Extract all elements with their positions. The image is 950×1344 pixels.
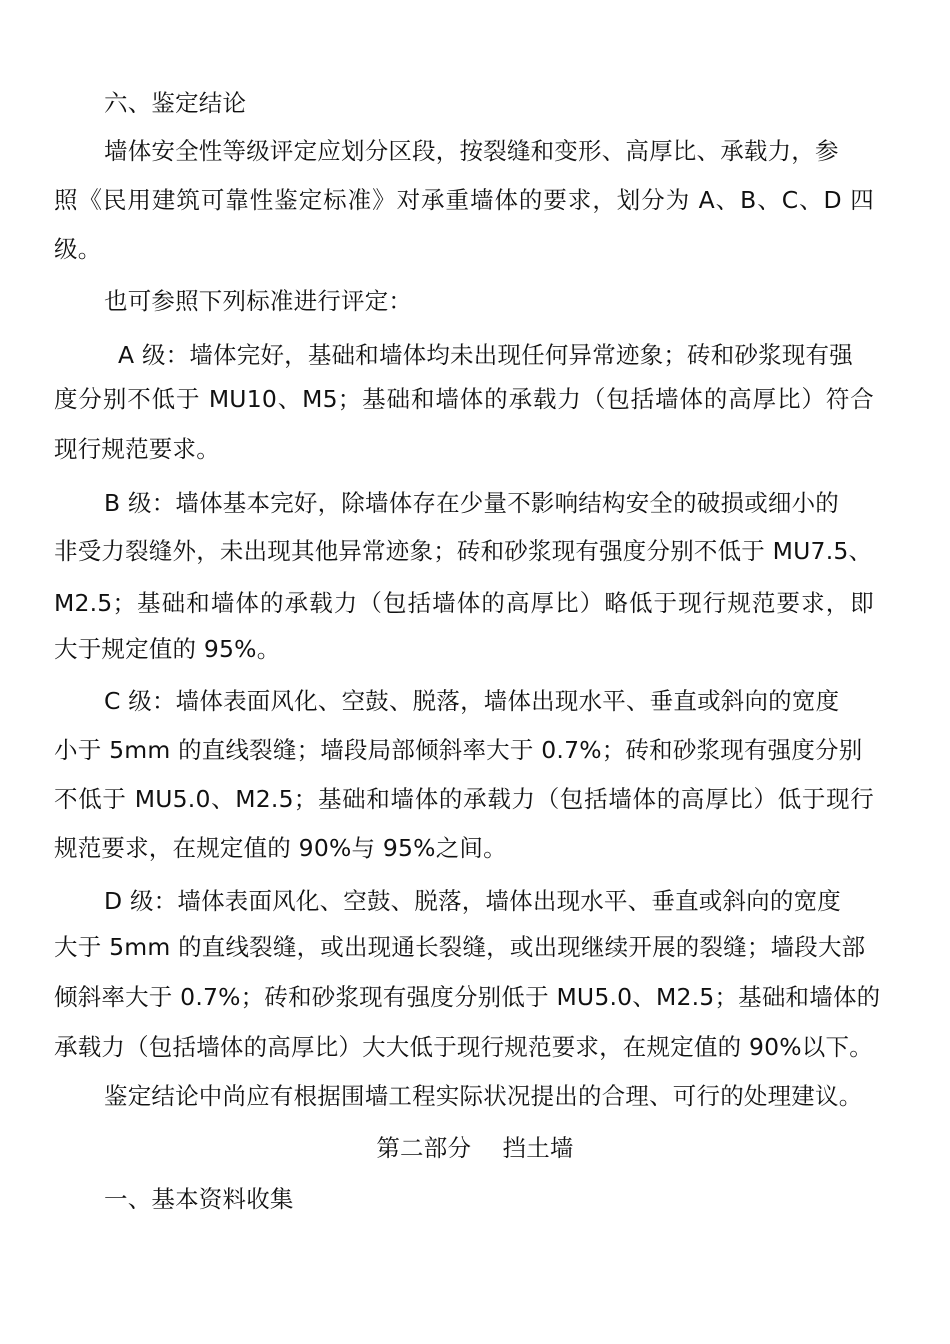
grade-a-line: 现行规范要求。 [54, 435, 220, 463]
section-heading: 六、鉴定结论 [104, 89, 247, 117]
paragraph-line: 墙体安全性等级评定应划分区段，按裂缝和变形、高厚比、承载力，参 [104, 137, 839, 165]
grade-c-line: C 级：墙体表面风化、空鼓、脱落，墙体出现水平、垂直或斜向的宽度 [104, 687, 840, 715]
paragraph-line: 也可参照下列标准进行评定： [104, 287, 413, 315]
grade-c-line: 不低于 MU5.0、M2.5；基础和墙体的承载力（包括墙体的高厚比）低于现行 [54, 785, 874, 813]
paragraph-line: 鉴定结论中尚应有根据围墙工程实际状况提出的合理、可行的处理建议。 [104, 1082, 863, 1110]
grade-c-line: 规范要求，在规定值的 90%与 95%之间。 [54, 834, 507, 862]
grade-b-line: B 级：墙体基本完好，除墙体存在少量不影响结构安全的破损或细小的 [104, 489, 839, 517]
grade-b-line: M2.5；基础和墙体的承载力（包括墙体的高厚比）略低于现行规范要求，即 [54, 589, 874, 617]
grade-d-line: D 级：墙体表面风化、空鼓、脱落，墙体出现水平、垂直或斜向的宽度 [104, 887, 841, 915]
paragraph-line: 照《民用建筑可靠性鉴定标准》对承重墙体的要求，划分为 A、B、C、D 四 [54, 186, 874, 214]
grade-a-line: 度分别不低于 MU10、M5；基础和墙体的承载力（包括墙体的高厚比）符合 [54, 385, 874, 413]
grade-d-line: 倾斜率大于 0.7%；砖和砂浆现有强度分别低于 MU5.0、M2.5；基础和墙体的 [54, 983, 881, 1011]
grade-b-line: 非受力裂缝外，未出现其他异常迹象；砖和砂浆现有强度分别不低于 MU7.5、 [54, 537, 873, 565]
grade-d-line: 大于 5mm 的直线裂缝，或出现通长裂缝，或出现继续开展的裂缝；墙段大部 [54, 933, 866, 961]
grade-b-line: 大于规定值的 95%。 [54, 635, 281, 663]
section-heading: 一、基本资料收集 [104, 1185, 294, 1213]
part-title: 第二部分 挡土墙 [376, 1134, 574, 1162]
grade-c-line: 小于 5mm 的直线裂缝；墙段局部倾斜率大于 0.7%；砖和砂浆现有强度分别 [54, 736, 863, 764]
grade-d-line: 承载力（包括墙体的高厚比）大大低于现行规范要求，在规定值的 90%以下。 [54, 1033, 873, 1061]
grade-a-line: A 级：墙体完好，基础和墙体均未出现任何异常迹象；砖和砂浆现有强 [118, 341, 853, 369]
paragraph-line: 级。 [54, 235, 102, 263]
